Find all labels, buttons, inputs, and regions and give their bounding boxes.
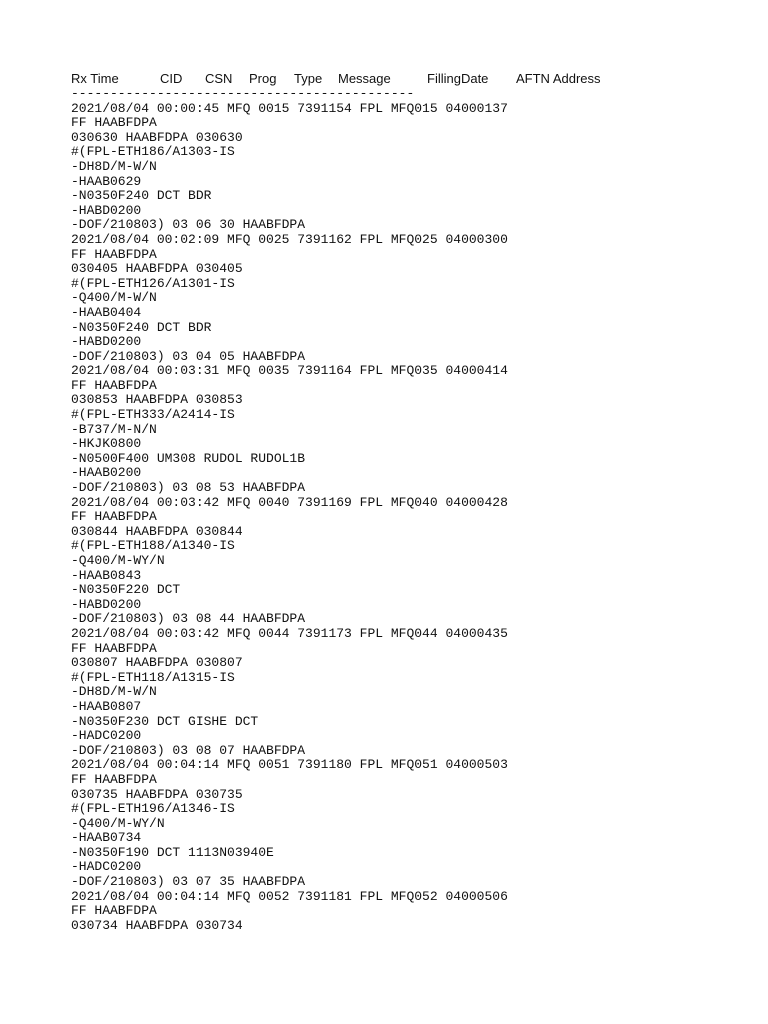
log-line: -DH8D/M-W/N xyxy=(71,684,157,700)
log-line: -HAAB0843 xyxy=(71,567,142,583)
log-line: 030630 HAABFDPA 030630 xyxy=(71,129,243,145)
log-line: FF HAABFDPA xyxy=(71,115,157,131)
header-separator: -------------------------------------------- xyxy=(71,87,415,101)
log-line: -Q400/M-W/N xyxy=(71,290,157,306)
log-line: 2021/08/04 00:03:31 MFQ 0035 7391164 FPL MFQ035 04000414 xyxy=(71,363,508,379)
log-line: -N0350F240 DCT BDR xyxy=(71,319,212,335)
log-line: #(FPL-ETH118/A1315-IS xyxy=(71,669,235,685)
log-line: -DH8D/M-W/N xyxy=(71,158,157,174)
log-line: 030734 HAABFDPA 030734 xyxy=(71,917,243,933)
log-line: FF HAABFDPA xyxy=(71,903,157,919)
log-line: -DOF/210803) 03 08 53 HAABFDPA xyxy=(71,480,306,496)
log-line: -HABD0200 xyxy=(71,202,142,218)
log-line: -HADC0200 xyxy=(71,728,142,744)
log-line: -Q400/M-WY/N xyxy=(71,815,165,831)
header-prog: Prog xyxy=(249,71,277,86)
message-log xyxy=(71,72,751,933)
log-line: -DOF/210803) 03 04 05 HAABFDPA xyxy=(71,348,306,364)
log-line: #(FPL-ETH186/A1303-IS xyxy=(71,144,235,160)
log-line: 030405 HAABFDPA 030405 xyxy=(71,261,243,277)
log-line: -DOF/210803) 03 08 44 HAABFDPA xyxy=(71,611,306,627)
log-line: FF HAABFDPA xyxy=(71,246,157,262)
log-line: -N0350F220 DCT xyxy=(71,582,181,598)
header-message: Message xyxy=(338,71,391,86)
log-line: -HAAB0734 xyxy=(71,830,142,846)
log-line: 030844 HAABFDPA 030844 xyxy=(71,523,243,539)
header-rx-time: Rx Time xyxy=(71,71,119,86)
log-line: -HABD0200 xyxy=(71,334,142,350)
log-line: -N0350F240 DCT BDR xyxy=(71,188,212,204)
log-line: -HABD0200 xyxy=(71,596,142,612)
header-aftn-address: AFTN Address xyxy=(516,71,601,86)
log-line: 2021/08/04 00:04:14 MFQ 0052 7391181 FPL MFQ052 04000506 xyxy=(71,888,508,904)
log-line: 030735 HAABFDPA 030735 xyxy=(71,786,243,802)
log-line: -HAAB0629 xyxy=(71,173,142,189)
log-line: -HKJK0800 xyxy=(71,436,142,452)
log-line: -Q400/M-WY/N xyxy=(71,553,165,568)
log-line: -N0350F190 DCT 1113N03940E xyxy=(71,844,274,860)
log-line: FF HAABFDPA xyxy=(71,771,157,787)
header-filling-date: FillingDate xyxy=(427,71,489,86)
log-line: -HAAB0807 xyxy=(71,698,142,714)
column-header-row xyxy=(71,72,751,87)
log-line: 2021/08/04 00:03:42 MFQ 0044 7391173 FPL MFQ044 04000435 xyxy=(71,625,508,641)
header-cid: CID xyxy=(160,71,183,86)
log-line: -N0350F230 DCT GISHE DCT xyxy=(71,713,259,729)
log-line: 2021/08/04 00:02:09 MFQ 0025 7391162 FPL MFQ025 04000300 xyxy=(71,231,508,247)
log-line: -DOF/210803) 03 07 35 HAABFDPA xyxy=(71,874,306,890)
log-line: #(FPL-ETH188/A1340-IS xyxy=(71,538,235,554)
log-lines xyxy=(71,102,751,934)
log-line: -DOF/210803) 03 06 30 HAABFDPA xyxy=(71,217,306,233)
header-type: Type xyxy=(294,71,323,86)
log-line: #(FPL-ETH333/A2414-IS xyxy=(71,407,235,423)
log-line: FF HAABFDPA xyxy=(71,640,157,656)
log-line: -N0500F400 UM308 RUDOL RUDOL1B xyxy=(71,450,306,466)
log-line: 030807 HAABFDPA 030807 xyxy=(71,655,243,671)
log-line: -HAAB0404 xyxy=(71,304,142,320)
header-csn: CSN xyxy=(205,71,233,86)
log-line: #(FPL-ETH196/A1346-IS xyxy=(71,801,235,817)
log-line: #(FPL-ETH126/A1301-IS xyxy=(71,275,235,291)
log-line: 2021/08/04 00:03:42 MFQ 0040 7391169 FPL MFQ040 04000428 xyxy=(71,494,508,510)
log-line: FF HAABFDPA xyxy=(71,509,157,525)
log-line: FF HAABFDPA xyxy=(71,377,157,393)
log-line: -HADC0200 xyxy=(71,859,142,875)
log-line: 2021/08/04 00:04:14 MFQ 0051 7391180 FPL MFQ051 04000503 xyxy=(71,757,508,773)
log-line: 030853 HAABFDPA 030853 xyxy=(71,392,243,408)
log-line: -B737/M-N/N xyxy=(71,421,157,437)
log-line: 2021/08/04 00:00:45 MFQ 0015 7391154 FPL MFQ015 04000137 xyxy=(71,100,508,116)
log-line: -DOF/210803) 03 08 07 HAABFDPA xyxy=(71,742,306,758)
log-line: -HAAB0200 xyxy=(71,465,142,481)
